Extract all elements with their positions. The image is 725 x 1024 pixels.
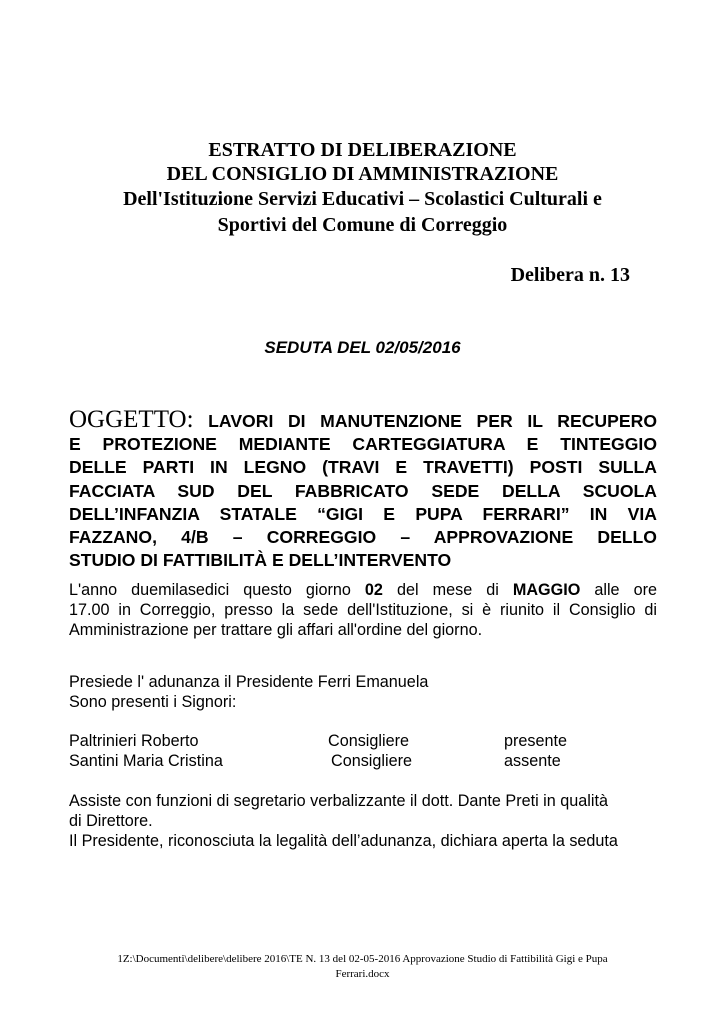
member-row (69, 751, 657, 771)
oggetto-block (69, 408, 657, 572)
header-line-3: Dell'Istituzione Servizi Educativi – Scolastici Culturali e (123, 188, 602, 210)
intro-text: alle ore (580, 581, 657, 599)
member-role: Consigliere (328, 732, 409, 750)
oggetto-line: STUDIO DI FATTIBILITÀ E DELL’INTERVENTO (69, 550, 452, 571)
header-line-1: ESTRATTO DI DELIBERAZIONE (208, 139, 517, 161)
presiede-line: Presiede l' adunanza il Presidente Ferri Emanuela (69, 673, 429, 691)
intro-paragraph (69, 580, 657, 640)
intro-line-1 (69, 580, 657, 600)
oggetto-line (69, 408, 657, 433)
header-line-2: DEL CONSIGLIO DI AMMINISTRAZIONE (166, 163, 559, 185)
footer-line-2: Ferrari.docx (335, 968, 390, 980)
presenti-label: Sono presenti i Signori: (69, 693, 237, 711)
intro-day: 02 (364, 581, 383, 599)
footer-line-1: 1Z:\Documenti\delibere\delibere 2016\TE N. 13 del 02-05-2016 Approvazione Studio di Fattibilità Gigi e Pupa (117, 953, 608, 965)
assiste-line-3: Il Presidente, riconosciuta la legalità dell’adunanza, dichiara aperta la seduta (69, 832, 618, 850)
member-status: assente (504, 752, 561, 770)
assiste-line-1: Assiste con funzioni di segretario verbalizzante il dott. Dante Preti in qualità (69, 792, 608, 810)
oggetto-line: E PROTEZIONE MEDIANTE CARTEGGIATURA E TINTEGGIO (69, 434, 657, 455)
presidenza-paragraph (69, 672, 657, 712)
footer-path (0, 952, 725, 982)
member-name: Santini Maria Cristina (69, 752, 223, 770)
oggetto-line: FACCIATA SUD DEL FABBRICATO SEDE DELLA SCUOLA (69, 480, 657, 501)
member-name: Paltrinieri Roberto (69, 732, 199, 750)
header-line-4: Sportivi del Comune di Correggio (217, 214, 508, 236)
oggetto-line: DELL’INFANZIA STATALE “GIGI E PUPA FERRARI” IN VIA (69, 503, 657, 524)
intro-text: L'anno duemilasedici questo giorno (69, 581, 365, 599)
oggetto-line: FAZZANO, 4/B – CORREGGIO – APPROVAZIONE DELLO (69, 527, 657, 548)
member-role: Consigliere (331, 752, 412, 770)
intro-month: MAGGIO (512, 581, 581, 599)
assiste-paragraph (69, 791, 657, 851)
seduta-date: SEDUTA DEL 02/05/2016 (264, 338, 461, 357)
oggetto-text: LAVORI DI MANUTENZIONE PER IL RECUPERO (208, 411, 658, 431)
oggetto-line: DELLE PARTI IN LEGNO (TRAVI E TRAVETTI) POSTI SULLA (69, 457, 657, 478)
oggetto-label: OGGETTO: (69, 406, 194, 433)
assiste-line-2: di Direttore. (69, 812, 153, 830)
member-row (69, 731, 657, 751)
intro-line-2: 17.00 in Correggio, presso la sede dell'Istituzione, si è riunito il Consiglio di (69, 601, 657, 619)
intro-line-3: Amministrazione per trattare gli affari all'ordine del giorno. (69, 621, 483, 639)
intro-text: del mese di (382, 581, 513, 599)
delibera-number: Delibera n. 13 (510, 264, 630, 286)
member-status: presente (504, 732, 567, 750)
